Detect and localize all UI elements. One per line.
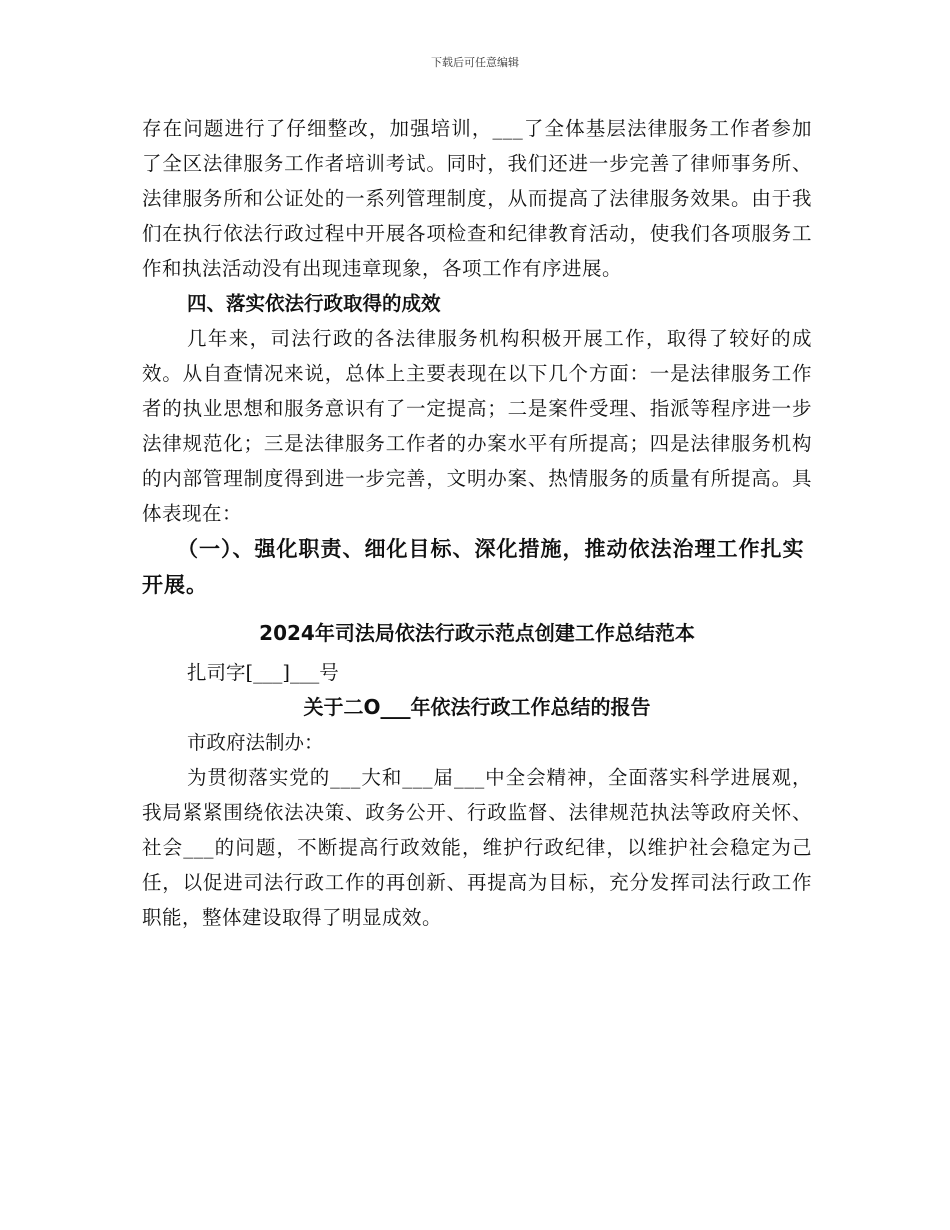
section-heading-4: 四、落实依法行政取得的成效 xyxy=(187,292,441,315)
addressee: 市政府法制办： xyxy=(187,731,324,754)
paragraph-achievements: 几年来，司法行政的各法律服务机构积极开展工作，取得了较好的成效。从自查情况来说，总体上主要表现在以下几个方面：一是法律服务工作者的执业思想和服务意识有了一定提高；二是案件受理、指派等程序进一步法律规范化；三是法律服务工作者的办案水平有所提高；四是法律服务机构的内部管理制度得到进一步完善，文明办案、热情服务的质量有所提高。具体表现在： xyxy=(142,327,812,525)
report-title: 关于二O___年依法行政工作总结的报告 xyxy=(303,695,651,719)
subsection-heading-1: （一）、强化职责、细化目标、深化措施，推动依法治理工作扎实开展。 xyxy=(142,537,805,597)
header-note: 下载后可任意编辑 xyxy=(431,56,519,69)
document-number: 扎司字[___]___号 xyxy=(187,661,339,684)
paragraph-intro: 为贯彻落实党的___大和___届___中全会精神，全面落实科学进展观，我局紧紧围绕依法决策、政务公开、行政监督、法律规范执法等政府关怀、社会___的问题，不断提高行政效能，维护行政纪律，以维护社会稳定为己任，以促进司法行政工作的再创新、再提高为目标，充分发挥司法行政工作职能，整体建设取得了明显成效。 xyxy=(142,766,812,929)
document-body xyxy=(142,111,812,935)
document-title: 2024年司法局依法行政示范点创建工作总结范本 xyxy=(259,621,695,645)
paragraph-continued: 存在问题进行了仔细整改，加强培训，___了全体基层法律服务工作者参加了全区法律服务工作者培训考试。同时，我们还进一步完善了律师事务所、法律服务所和公证处的一系列管理制度，从而提高了法律服务效果。由于我们在执行依法行政过程中开展各项检查和纪律教育活动，使我们各项服务工作和执法活动没有出现违章现象，各项工作有序进展。 xyxy=(142,117,812,280)
